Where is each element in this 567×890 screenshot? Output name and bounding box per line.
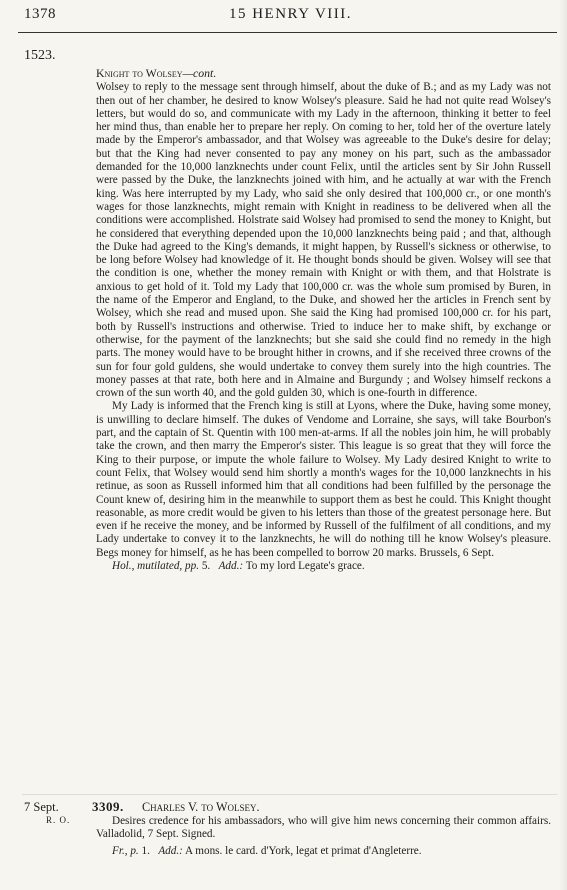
page-number: 1378	[24, 6, 56, 22]
entry-source-note	[112, 845, 422, 857]
source-pages: 5.	[199, 559, 211, 572]
entry-address-text: A mons. le card. d'York, legat et primat d'Angleterre.	[182, 845, 422, 857]
entry-body	[96, 815, 551, 842]
entry-source-pages: 1.	[138, 845, 150, 857]
letter-source-note	[96, 560, 551, 573]
address-label: Add.:	[218, 559, 244, 572]
stamp-watermark	[18, 330, 42, 710]
address-text: To my lord Legate's grace.	[243, 559, 365, 572]
letter-paragraph-2: My Lady is informed that the French king is still at Lyons, where the Duke, having some money, is unwilling to declare himself. The dukes of Vendome and Lorraine, she says, will take Bourbon's part, and the captain of St. Quentin with 100 men-at-arms. If all the nobles join him, he will probably take the crown, and then marry the Emperor's sister. This league is so great that they will force the King to their purpose, or impute the whole failure to Wolsey. My Lady desired Knight to write to count Felix, that Wolsey would send him shortly a month's wages for the 10,000 lanzknechts in his retinue, as soon as Russell informed him that all conditions had been fulfilled by the personage the Count knew of, desiring him in the meanwhile to support them as best he could. This Knight thought reasonable, as more credit would be given to his letters than those of the greatest personage here. But even if he receive the money, and be informed by Russell of the fulfilment of all conditions, and my Lady undertake to convey it to the lanzknechts, he will do nothing till he know Wolsey's pleasure. Begs money for himself, as he has been compelled to borrow 20 marks. Brussels, 6 Sept.	[96, 400, 551, 559]
source-description: Hol., mutilated, pp.	[112, 559, 200, 572]
running-title: 15 HENRY VIII.	[228, 6, 353, 22]
page-header	[24, 6, 557, 28]
header-rule	[18, 32, 557, 33]
entry-number: 3309.	[92, 799, 124, 814]
letter-title	[96, 67, 551, 80]
entry-divider	[22, 794, 557, 795]
entry-title: Charles V. to Wolsey.	[142, 800, 260, 814]
letter-paragraph-1: Wolsey to reply to the message sent through himself, about the duke of B.; and as my Lady was not then out of her chamber, he desired to know Wolsey's pleasure. Said he had not quite read Wolsey's letters, but would do so, and communicate with my Lady in the afternoon, thinking it better to feel her mind thus, than enable her to prepare her reply. On coming to her, told her of the overture lately made by the Emperor's ambassador, and that Wolsey was agreeable to the Duke's desire for delay; but that the King had never consented to pay any money on his part, such as the ambassador demanded for the 10,000 lanzknechts under count Felix, until the articles sent by Sir John Russell were passed by the Duke, the lanzknechts joined with him, and he actually at war with the French king. Was here interrupted by my Lady, who said she only desired that 100,000 cr., or one month's wages for those lanzknechts, might remain with Knight in readiness to be delivered when all the conditions were accomplished. Holstrate said Wolsey had promised to send the money to Knight, but he considered that everything depended upon the 10,000 lanzknechts being paid ; and that, although the Duke had agreed to the King's demands, it might happen, by Russell's sickness or otherwise, to be long before Wolsey had knowledge of it. He thought bonds should be given. Wolsey will see that the condition is one, whether the money remain with Knight or with them, and that Holstrate is anxious to get hold of it. Told my Lady that 100,000 cr. was the whole sum promised by Buren, in the name of the Emperor and England, to the Duke, and showed her the articles in French sent by Wolsey, which she read and mused upon. She said the King had promised 100,000 cr. for his part, both by Russell's instructions and otherwise. Tried to induce her to make shift, by exchange or otherwise, for the payment of the lanzknechts; but she said she could find no remedy in the high parts. The money would have to be brought hither in crowns, and if she received three crowns of the sun for four gold guldens, she would undertake to convey them surely into the high countries. The money passes at that rate, both here and in Almaine and Burgundy ; and Wolsey himself reckons a crown of the sun worth 40, and the gold gulden 30, which is one-fourth in difference.	[96, 81, 551, 400]
entry-date: 7 Sept.	[24, 800, 59, 814]
letter-body	[96, 67, 551, 573]
letter-title-cont: —cont.	[182, 66, 217, 80]
margin-year: 1523.	[24, 48, 56, 63]
entry-record-office: R. O.	[46, 815, 71, 825]
entry-source-description: Fr., p.	[112, 845, 139, 857]
entry-address-label: Add.:	[158, 845, 183, 857]
letter-title-main: Knight to Wolsey	[96, 66, 183, 80]
scan-edge-shadow	[559, 0, 567, 890]
entry-paragraph: Desires credence for his ambassadors, who will give him news concerning their common affairs. Valladolid, 7 Sept. Signed.	[96, 815, 551, 841]
